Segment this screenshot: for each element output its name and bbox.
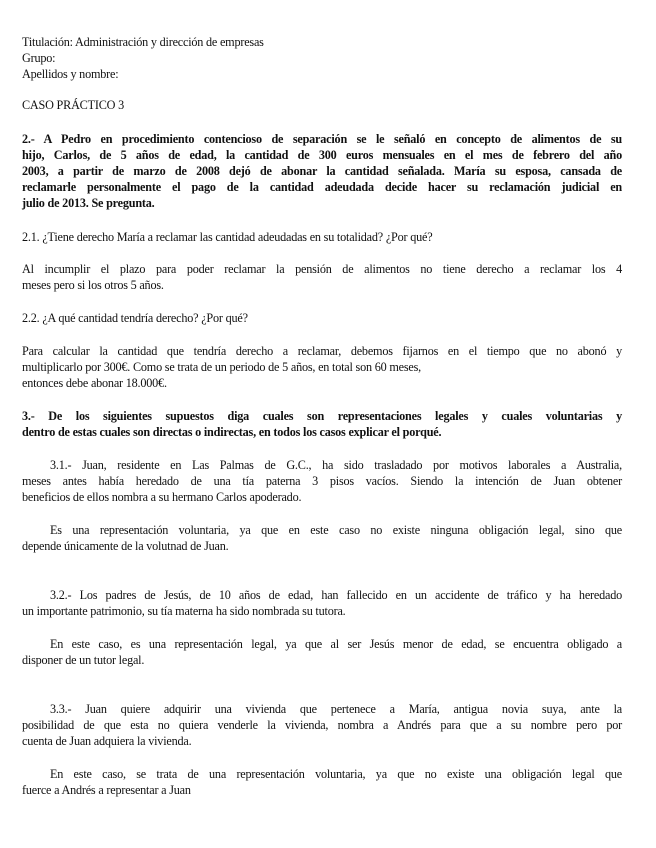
case-3-3-line: 3.3.- Juan quiere adquirir una vivienda que pertenece a María, antigua novia suya, ante la [50, 702, 622, 716]
case-3-1-line: 3.1.- Juan, residente en Las Palmas de G.C., ha sido trasladado por motivos laborales a Australia, [50, 458, 622, 472]
answer-3-2-line: En este caso, es una representación legal, ya que al ser Jesús menor de edad, se encuentra obligado a [50, 637, 622, 651]
answer-3-2-line: disponer de un tutor legal. [22, 653, 145, 667]
q2-2-answer-line: multiplicarlo por 300€. Como se trata de un periodo de 5 años, en total son 60 meses, [22, 360, 421, 374]
q2-2-answer-line: Para calcular la cantidad que tendría derecho a reclamar, debemos fijarnos en el tiempo que no abonó y [22, 344, 622, 358]
answer-3-3-line: En este caso, se trata de una representación voluntaria, ya que no existe una obligación legal que [50, 767, 622, 781]
q2-2-question: 2.2. ¿A qué cantidad tendría derecho? ¿Por qué? [22, 311, 248, 325]
q2-statement-line: julio de 2013. Se pregunta. [22, 196, 155, 210]
answer-3-3-line: fuerce a Andrés a representar a Juan [22, 783, 191, 797]
apellidos-line: Apellidos y nombre: [22, 67, 119, 81]
q2-statement-line: 2.- A Pedro en procedimiento contencioso de separación se le señaló en concepto de alimentos de su [22, 132, 622, 146]
q3-statement-line: dentro de estas cuales son directas o indirectas, en todos los casos explicar el porqué. [22, 425, 442, 439]
case-3-2-line: 3.2.- Los padres de Jesús, de 10 años de edad, han fallecido en un accidente de tráfico y ha heredado [50, 588, 622, 602]
answer-3-1-line: depende únicamente de la volutnad de Juan. [22, 539, 229, 553]
case-3-3-line: cuenta de Juan adquiera la vivienda. [22, 734, 192, 748]
grupo-line: Grupo: [22, 51, 56, 65]
case-title: CASO PRÁCTICO 3 [22, 98, 124, 112]
case-3-3-line: posibilidad de que esta no quiera venderle la vivienda, nombra a Andrés para que a su nombre pero por [22, 718, 622, 732]
case-3-1-line: meses antes había heredado de una tía paterna 3 pisos vacíos. Siendo la intención de Juan obtener [22, 474, 622, 488]
titulacion-line: Titulación: Administración y dirección de empresas [22, 35, 264, 49]
case-3-1-line: beneficios de ellos nombra a su hermano Carlos apoderado. [22, 490, 302, 504]
q2-2-answer-line: entonces debe abonar 18.000€. [22, 376, 167, 390]
q2-1-answer-line: Al incumplir el plazo para poder reclamar la pensión de alimentos no tiene derecho a reclamar los 4 [22, 262, 622, 276]
q2-1-question: 2.1. ¿Tiene derecho María a reclamar las cantidad adeudadas en su totalidad? ¿Por qué? [22, 230, 433, 244]
q3-statement-line: 3.- De los siguientes supuestos diga cuales son representaciones legales y cuales voluntarias y [22, 409, 622, 423]
answer-3-1-line: Es una representación voluntaria, ya que en este caso no existe ninguna obligación legal, sino que [50, 523, 622, 537]
q2-statement-line: 2003, a partir de marzo de 2008 dejó de abonar la cantidad señalada. María su esposa, cansada de [22, 164, 622, 178]
q2-1-answer-line: meses pero si los otros 5 años. [22, 278, 164, 292]
q2-statement-line: hijo, Carlos, de 5 años de edad, la cantidad de 300 euros mensuales en el mes de febrero del año [22, 148, 622, 162]
case-3-2-line: un importante patrimonio, su tía materna ha sido nombrada su tutora. [22, 604, 346, 618]
q2-statement-line: reclamarle personalmente el pago de la cantidad adeudada decide hacer su reclamación judicial en [22, 180, 622, 194]
